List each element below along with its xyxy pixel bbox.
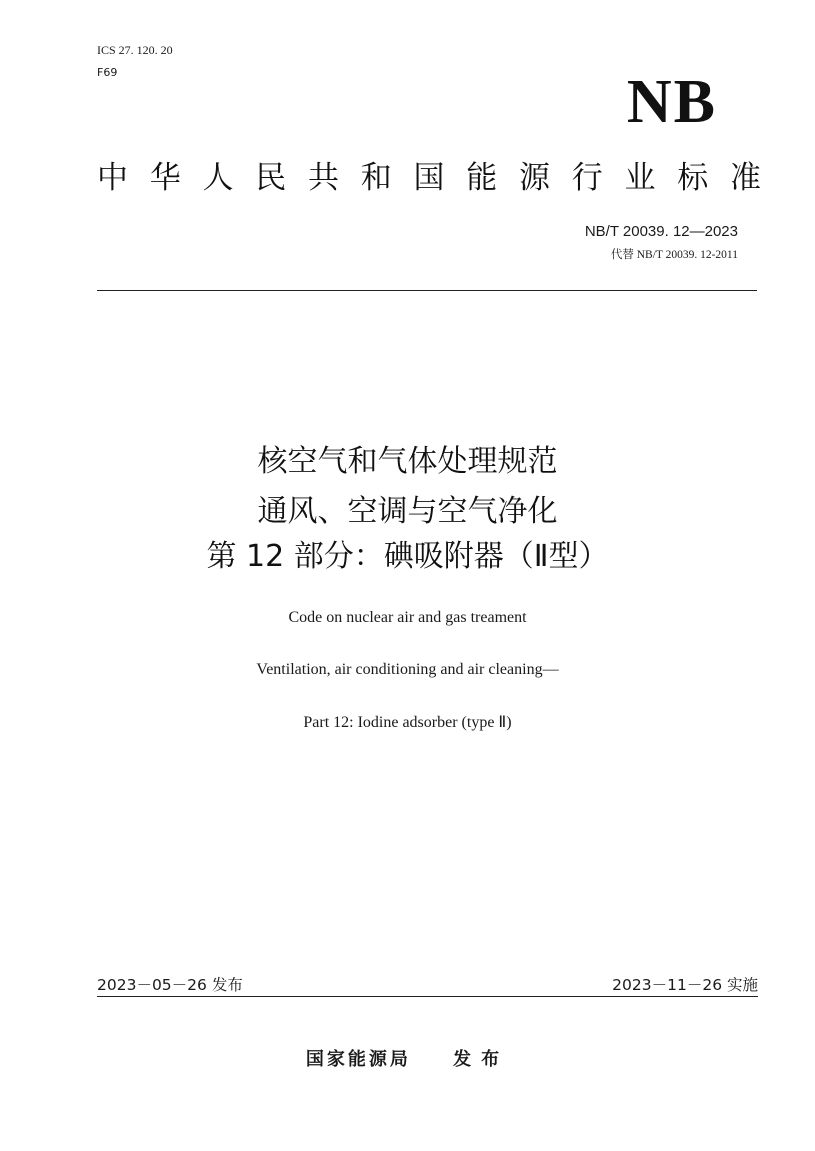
standard-name-char: 民 bbox=[255, 160, 287, 196]
standard-name-char: 行 bbox=[571, 160, 603, 196]
english-title-line-1: Code on nuclear air and gas treament bbox=[288, 609, 527, 626]
standard-name-char: 标 bbox=[677, 160, 709, 196]
standard-name-char: 和 bbox=[360, 160, 392, 196]
standard-name-char: 共 bbox=[308, 160, 339, 196]
standard-name-char: 国 bbox=[413, 160, 445, 196]
date-divider bbox=[97, 996, 758, 997]
publisher-action: 发布 bbox=[453, 1049, 510, 1070]
standard-name-char: 源 bbox=[519, 160, 550, 196]
publisher-line bbox=[0, 1048, 815, 1072]
standard-name-char: 业 bbox=[624, 160, 656, 196]
standard-number: NB/T 20039. 12—2023 bbox=[584, 223, 738, 240]
standard-name-char: 人 bbox=[202, 160, 234, 196]
standard-name-char: 华 bbox=[149, 160, 181, 196]
header-divider bbox=[97, 290, 757, 291]
english-title-line-2: Ventilation, air conditioning and air cleaning— bbox=[256, 661, 559, 678]
implementation-date: 2023－11－26 实施 bbox=[612, 976, 758, 994]
nb-logo: NB bbox=[626, 68, 717, 136]
issue-date: 2023－05－26 发布 bbox=[97, 976, 243, 994]
standard-category-title bbox=[97, 158, 761, 198]
classification-code: F69 bbox=[97, 66, 118, 79]
standard-name-char: 准 bbox=[730, 160, 761, 196]
standard-name-char: 能 bbox=[466, 160, 498, 196]
chinese-title-line-2: 通风、空调与空气净化 bbox=[257, 494, 558, 529]
english-title-line-3: Part 12: Iodine adsorber (type Ⅱ) bbox=[303, 714, 512, 731]
chinese-title-line-3: 第 12 部分：碘吸附器（Ⅱ型） bbox=[206, 539, 609, 574]
publisher-org: 国家能源局 bbox=[305, 1049, 411, 1070]
ics-code: ICS 27. 120. 20 bbox=[97, 43, 173, 57]
standard-name-char: 中 bbox=[97, 160, 128, 196]
replaces-standard: 代替 NB/T 20039. 12-2011 bbox=[610, 249, 738, 261]
chinese-title-line-1: 核空气和气体处理规范 bbox=[257, 444, 558, 479]
